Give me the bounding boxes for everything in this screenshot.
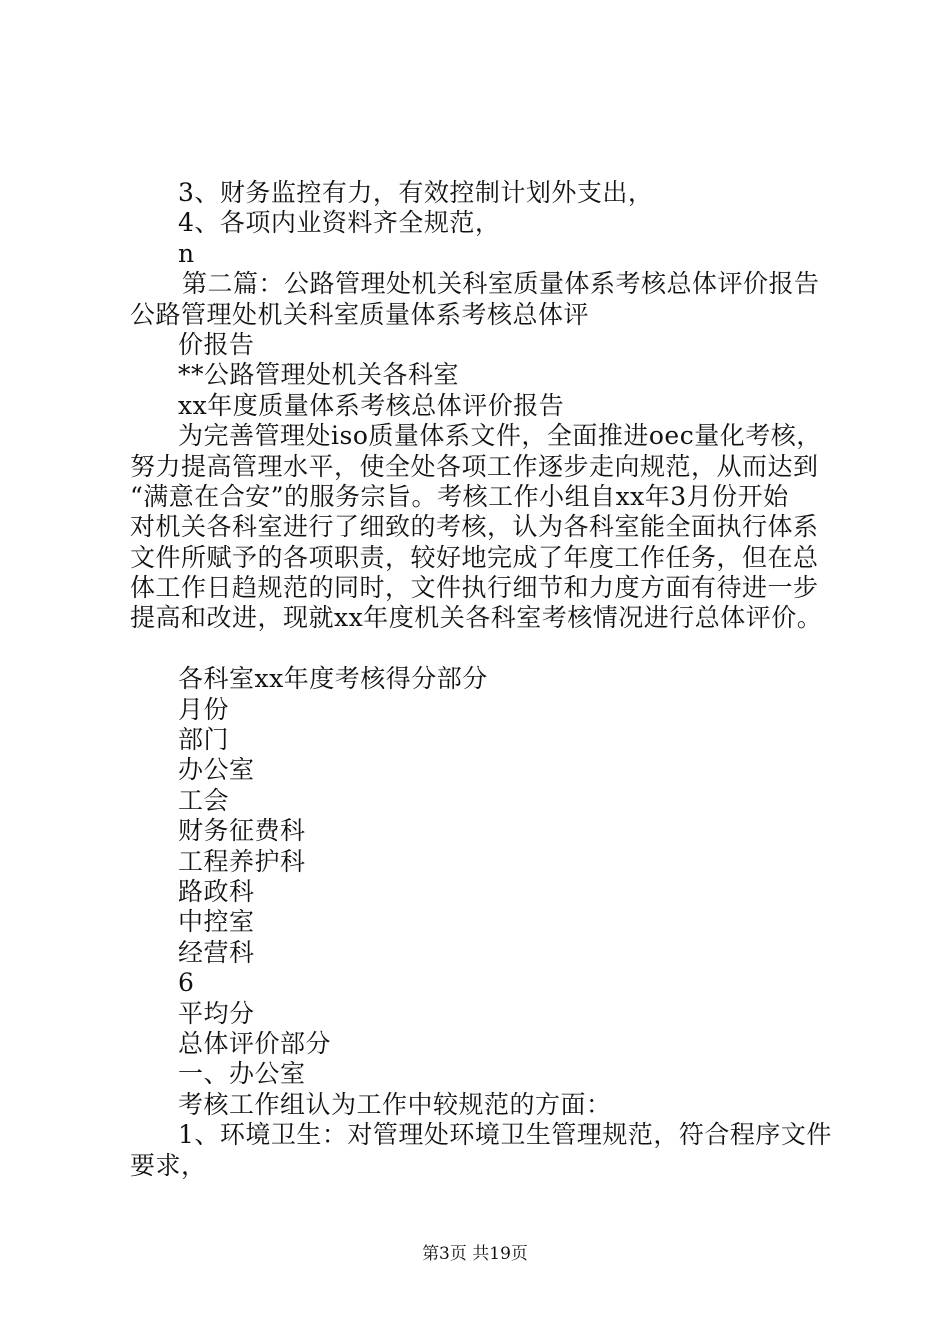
page-number-footer: 第3页 共19页 [422, 1244, 528, 1264]
text-line: 经营科 [178, 937, 255, 967]
paragraph-line: 为完善管理处iso质量体系文件，全面推进oec量化考核， [178, 421, 822, 451]
text-line: 一、办公室 [178, 1059, 306, 1089]
text-line: 1、环境卫生：对管理处环境卫生管理规范，符合程序文件 [178, 1120, 832, 1150]
section-title: 第二篇：公路管理处机关科室质量体系考核总体评价报告 [182, 269, 820, 299]
text-line: 6 [178, 968, 195, 998]
text-line: 公路管理处机关科室质量体系考核总体评 [130, 299, 590, 329]
paragraph-line: 体工作日趋规范的同时，文件执行细节和力度方面有待进一步 [130, 573, 819, 603]
text-line: 中控室 [178, 907, 255, 937]
text-line: 月份 [178, 694, 230, 724]
text-line: 考核工作组认为工作中较规范的方面： [178, 1089, 612, 1119]
document-body [130, 178, 840, 1181]
text-line: 路政科 [178, 876, 255, 906]
text-line: 总体评价部分 [178, 1028, 332, 1058]
text-line: xx年度质量体系考核总体评价报告 [178, 390, 565, 420]
paragraph-line: 对机关各科室进行了细致的考核，认为各科室能全面执行体系 [130, 512, 819, 542]
paragraph-line: 文件所赋予的各项职责，较好地完成了年度工作任务，但在总 [130, 542, 819, 572]
text-line: 各科室xx年度考核得分部分 [178, 664, 488, 694]
text-line: 工会 [178, 785, 230, 815]
text-line: 要求， [130, 1150, 207, 1180]
paragraph-line: 努力提高管理水平，使全处各项工作逐步走向规范，从而达到 [130, 451, 819, 481]
text-line: 工程养护科 [178, 846, 306, 876]
text-line: 3、财务监控有力，有效控制计划外支出， [178, 178, 654, 207]
blank-line [130, 634, 840, 664]
paragraph-line: 提高和改进，现就xx年度机关各科室考核情况进行总体评价。 [130, 603, 823, 633]
text-line: 价报告 [178, 329, 255, 359]
text-line: 财务征费科 [178, 816, 306, 846]
text-line: 4、各项内业资料齐全规范， [178, 208, 501, 238]
text-line: 平均分 [178, 998, 255, 1028]
text-line: 部门 [178, 725, 230, 755]
text-line: n [178, 238, 195, 268]
text-line: 办公室 [178, 755, 255, 785]
paragraph-line: “满意在合安”的服务宗旨。考核工作小组自xx年3月份开始 [130, 481, 789, 511]
text-line: **公路管理处机关各科室 [178, 360, 460, 390]
